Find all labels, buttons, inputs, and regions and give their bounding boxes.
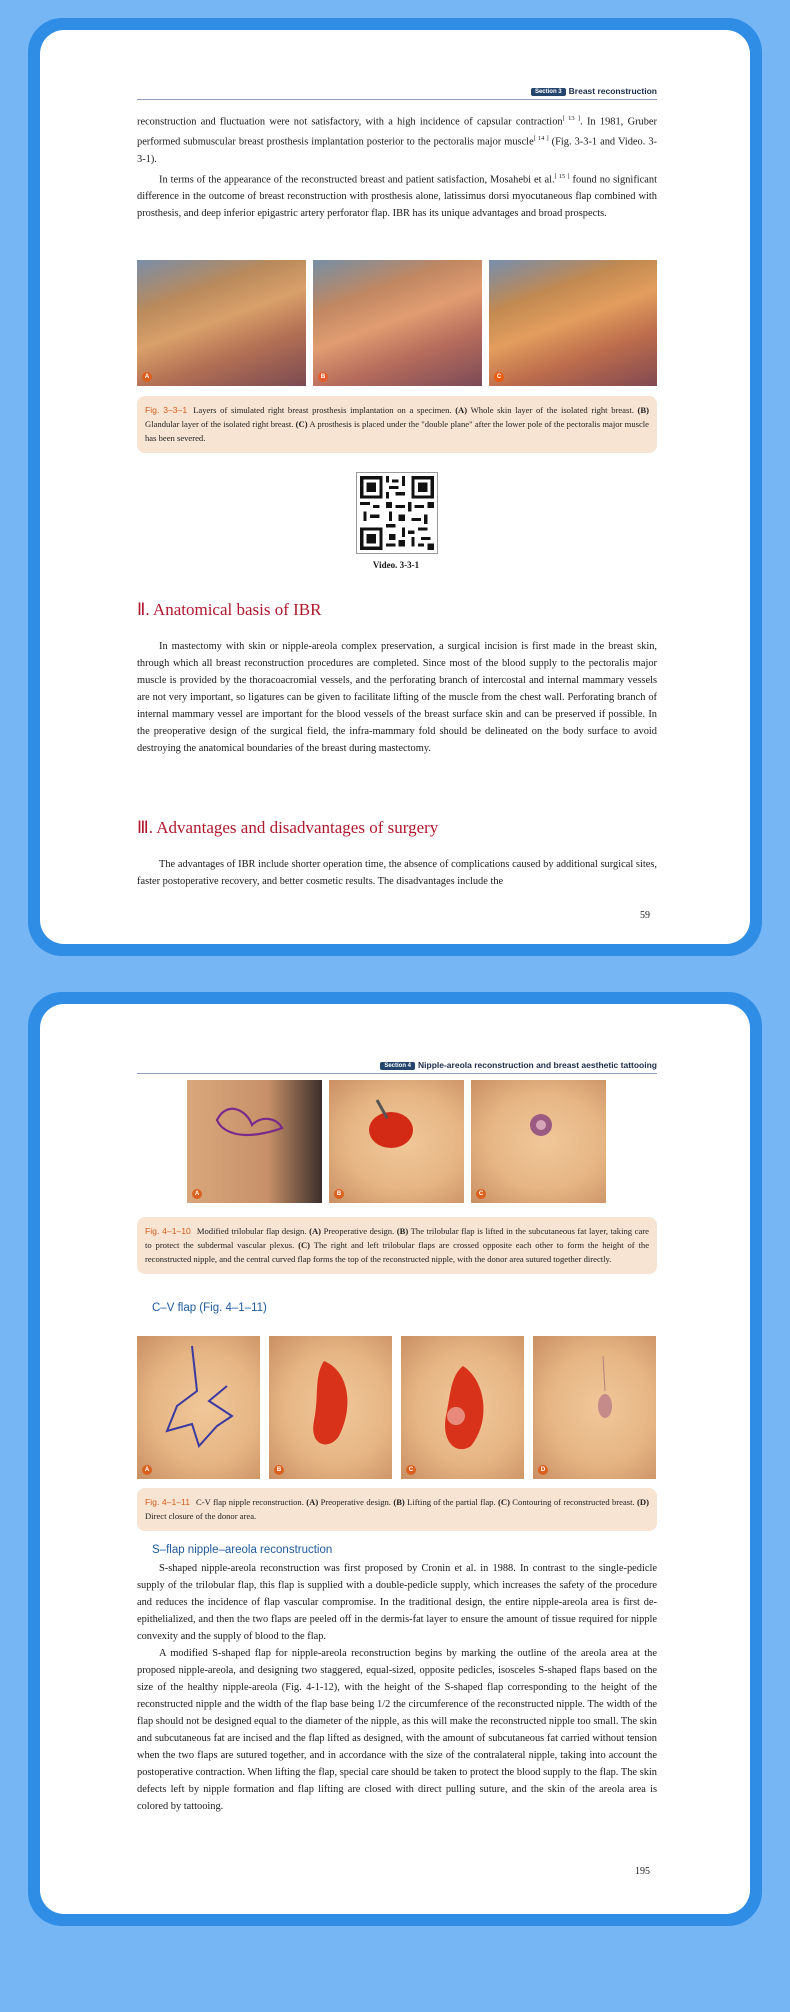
figure-photo-b[interactable] [313, 260, 482, 386]
figure-photo-b[interactable] [329, 1080, 464, 1203]
figure-number: Fig. 3–3–1 [145, 405, 188, 415]
photo-label: B [318, 372, 328, 382]
section-title: Nipple-areola reconstruction and breast aesthetic tattooing [418, 1060, 657, 1070]
paragraph-advantages: The advantages of IBR include shorter operation time, the absence of complications caused by additional surgical sites, faster postoperative recovery, and better cosmetic results. The disadvantages include the [137, 859, 657, 887]
section-title: Breast reconstruction [568, 86, 657, 96]
photo-label: A [192, 1189, 202, 1199]
text-run: Lifting of the partial flap. [404, 1497, 498, 1507]
section-heading-anatomical-basis: Ⅱ. Anatomical basis of IBR [137, 600, 322, 619]
text-run: Direct closure of the donor area. [145, 1511, 257, 1521]
text-run: (B) [393, 1497, 405, 1507]
text-run: (D) [637, 1497, 649, 1507]
figure-photo-a[interactable] [137, 260, 306, 386]
figure-3-3-1-images [137, 260, 657, 386]
flap-marking-drawing [137, 1336, 260, 1479]
section-heading-advantages: Ⅲ. Advantages and disadvantages of surgery [137, 818, 439, 837]
page-59-text-top [137, 110, 657, 222]
photo-label: B [334, 1189, 344, 1199]
text-run: . In 1981, Gruber performed submuscular breast prosthesis implantation posterior to the pectoralis major muscle [137, 116, 657, 148]
text-run: The trilobular flap is lifted in the subcutaneous fat layer, taking care to protect the subdermal vascular plexus. [145, 1226, 649, 1250]
qr-code-icon[interactable] [356, 472, 438, 554]
text-run: In terms of the appearance of the reconstructed breast and patient satisfaction, Mosahebi et al. [159, 174, 555, 186]
reference-mark[interactable]: [ 14 ] [533, 135, 549, 143]
text-run: Contouring of reconstructed breast. [509, 1497, 638, 1507]
paragraph-anatomical-basis: In mastectomy with skin or nipple-areola complex preservation, a surgical incision is first made in the breast skin, through which all breast reconstruction procedures are completed. Since most of the blood supply to the pectoralis major muscle is provided by the thoracoacromial vessels, and the perforating branch of intercostal and internal mammary vessels are not very important, so ligatures can be given to facilitate lifting of the muscle from the chest wall. Perforating branch of internal mammary vessel are important for the blood vessels of the breast surface skin and can be preserved if possible. In the preoperative design of the surgical field, the infra-mammary fold should be delineated on the body surface to avoid destroying the anatomical boundaries of the breast during mastectomy. [137, 641, 657, 754]
page-frame-59 [28, 18, 762, 956]
figure-4-1-11-images [137, 1336, 657, 1479]
text-run: (C) [295, 419, 308, 429]
nipple-drawing [533, 1336, 656, 1479]
running-header [137, 86, 657, 100]
flap-marking-drawing [187, 1080, 322, 1203]
reference-mark[interactable]: [ 13 ] [562, 115, 581, 122]
page-59-text-advantages [137, 856, 657, 890]
video-label: Video. 3-3-1 [372, 560, 420, 570]
paragraph-ibr-satisfaction [137, 168, 657, 222]
text-run: (B) [637, 405, 650, 415]
photo-label: A [142, 372, 152, 382]
text-run: (Fig. 3-3-1 and Video. 3-3-1). [137, 136, 657, 165]
paragraph-s-flap-history: S-shaped nipple-areola reconstruction was first proposed by Cronin et al. in 1988. In contrast to the single-pedicle supply of the trilobular flap, this flap is supplied with a double-pedicle supply, which increases the safety of the procedure and reduces the incidence of flap vascular compromise. In the traditional design, the entire nipple-areola area is first de-epithelialized, and then the two flaps are peeled off in the dermis-fat layer to ensure the amount of tissue required for nipple convexity and the supply of blood to the flap. [137, 1563, 657, 1642]
subheading-s-flap: S–flap nipple–areola reconstruction [152, 1544, 333, 1556]
text-run: Whole skin layer of the isolated right breast. [467, 405, 638, 415]
figure-photo-c[interactable] [471, 1080, 606, 1203]
page-195-text [137, 1560, 657, 1815]
flap-drawing [269, 1336, 392, 1479]
text-run: (A) [306, 1497, 319, 1507]
photo-label: C [494, 372, 504, 382]
nipple-drawing [471, 1080, 606, 1203]
page-195 [40, 1004, 750, 1914]
figure-photo-c[interactable] [489, 260, 657, 386]
figure-4-1-10-images [187, 1080, 606, 1203]
text-run: (C) [298, 1240, 311, 1250]
text-run: Glandular layer of the isolated right breast. [145, 419, 296, 429]
figure-number: Fig. 4–1–10 [145, 1226, 191, 1236]
page-59 [40, 30, 750, 944]
reference-mark[interactable]: [ 15 ] [554, 172, 570, 180]
subheading-cv-flap: C–V flap (Fig. 4–1–11) [152, 1302, 267, 1314]
figure-photo-d[interactable] [533, 1336, 656, 1479]
figure-photo-a[interactable] [187, 1080, 322, 1203]
page-number: 195 [635, 1866, 650, 1877]
page-59-text-anatomy [137, 638, 657, 757]
figure-caption-4-1-10 [137, 1217, 657, 1274]
text-run: C-V flap nipple reconstruction. [195, 1497, 307, 1507]
figure-caption-4-1-11 [137, 1488, 657, 1531]
figure-photo-a[interactable] [137, 1336, 260, 1479]
paragraph-prosthesis-history [137, 110, 657, 168]
running-header [137, 1060, 657, 1074]
text-run: (B) [396, 1226, 409, 1236]
text-run: Modified trilobular flap design. [196, 1226, 310, 1236]
photo-label: D [538, 1465, 548, 1475]
page-frame-195 [28, 992, 762, 1926]
text-run: reconstruction and fluctuation were not satisfactory, with a high incidence of capsular contraction [137, 116, 563, 128]
text-run: (A) [455, 405, 468, 415]
text-run: Preoperative design. [318, 1497, 394, 1507]
text-run: Layers of simulated right breast prosthesis implantation on a specimen. [193, 405, 456, 415]
flap-drawing [401, 1336, 524, 1479]
text-run: (A) [309, 1226, 322, 1236]
photo-label: B [274, 1465, 284, 1475]
photo-label: A [142, 1465, 152, 1475]
flap-drawing [329, 1080, 464, 1203]
text-run: The right and left trilobular flaps are crossed opposite each other to form the height of the reconstructed nipple, and the central curved flap forms the top of the reconstructed nipple, with the donor area sutured together directly. [145, 1240, 650, 1264]
text-run: (C) [498, 1497, 510, 1507]
page-number: 59 [640, 910, 650, 921]
photo-label: C [406, 1465, 416, 1475]
text-run: A prosthesis is placed under the "double plane" after the lower pole of the pectoralis major muscle has been severed. [145, 419, 649, 443]
section-badge: Section 3 [531, 88, 566, 96]
figure-number: Fig. 4–1–11 [145, 1497, 190, 1507]
text-run: found no significant difference in the outcome of breast reconstruction with prosthesis alone, latissimus dorsi myocutaneous flap combined with prosthesis, and deep inferior epigastric artery perforator flap. IBR has its unique advantages and broad prospects. [137, 174, 657, 220]
text-run: Preoperative design. [321, 1226, 397, 1236]
figure-photo-b[interactable] [269, 1336, 392, 1479]
figure-photo-c[interactable] [401, 1336, 524, 1479]
section-badge: Section 4 [380, 1062, 415, 1070]
paragraph-s-flap-modified: A modified S-shaped flap for nipple-areola reconstruction begins by marking the outline of the areola area at the proposed nipple-areola, and designing two staggered, equal-sized, opposite pedicles, isosceles S-shaped flaps based on the size of the healthy nipple-areola (Fig. 4-1-12), with the height of the S-shaped flap corresponding to the height of the reconstructed nipple and the width of the flap base being 1/2 the circumference of the reconstructed nipple. The width of the flap should not be designed equal to the diameter of the nipple, as this will make the reconstructed nipple too small. The skin and subcutaneous fat are incised and the flap lifted as designed, with the amount of subcutaneous fat carried without tension when the two flaps are sutured together, and in accordance with the size of the contralateral nipple, taking into account the postoperative contraction. When lifting the flap, special care should be taken to protect the blood supply to the flap. The skin defects left by nipple formation and flap lifting are closed with direct pulling suture, and the skin of the areola area is colored by tattooing. [137, 1648, 657, 1812]
figure-caption-3-3-1 [137, 396, 657, 453]
photo-label: C [476, 1189, 486, 1199]
